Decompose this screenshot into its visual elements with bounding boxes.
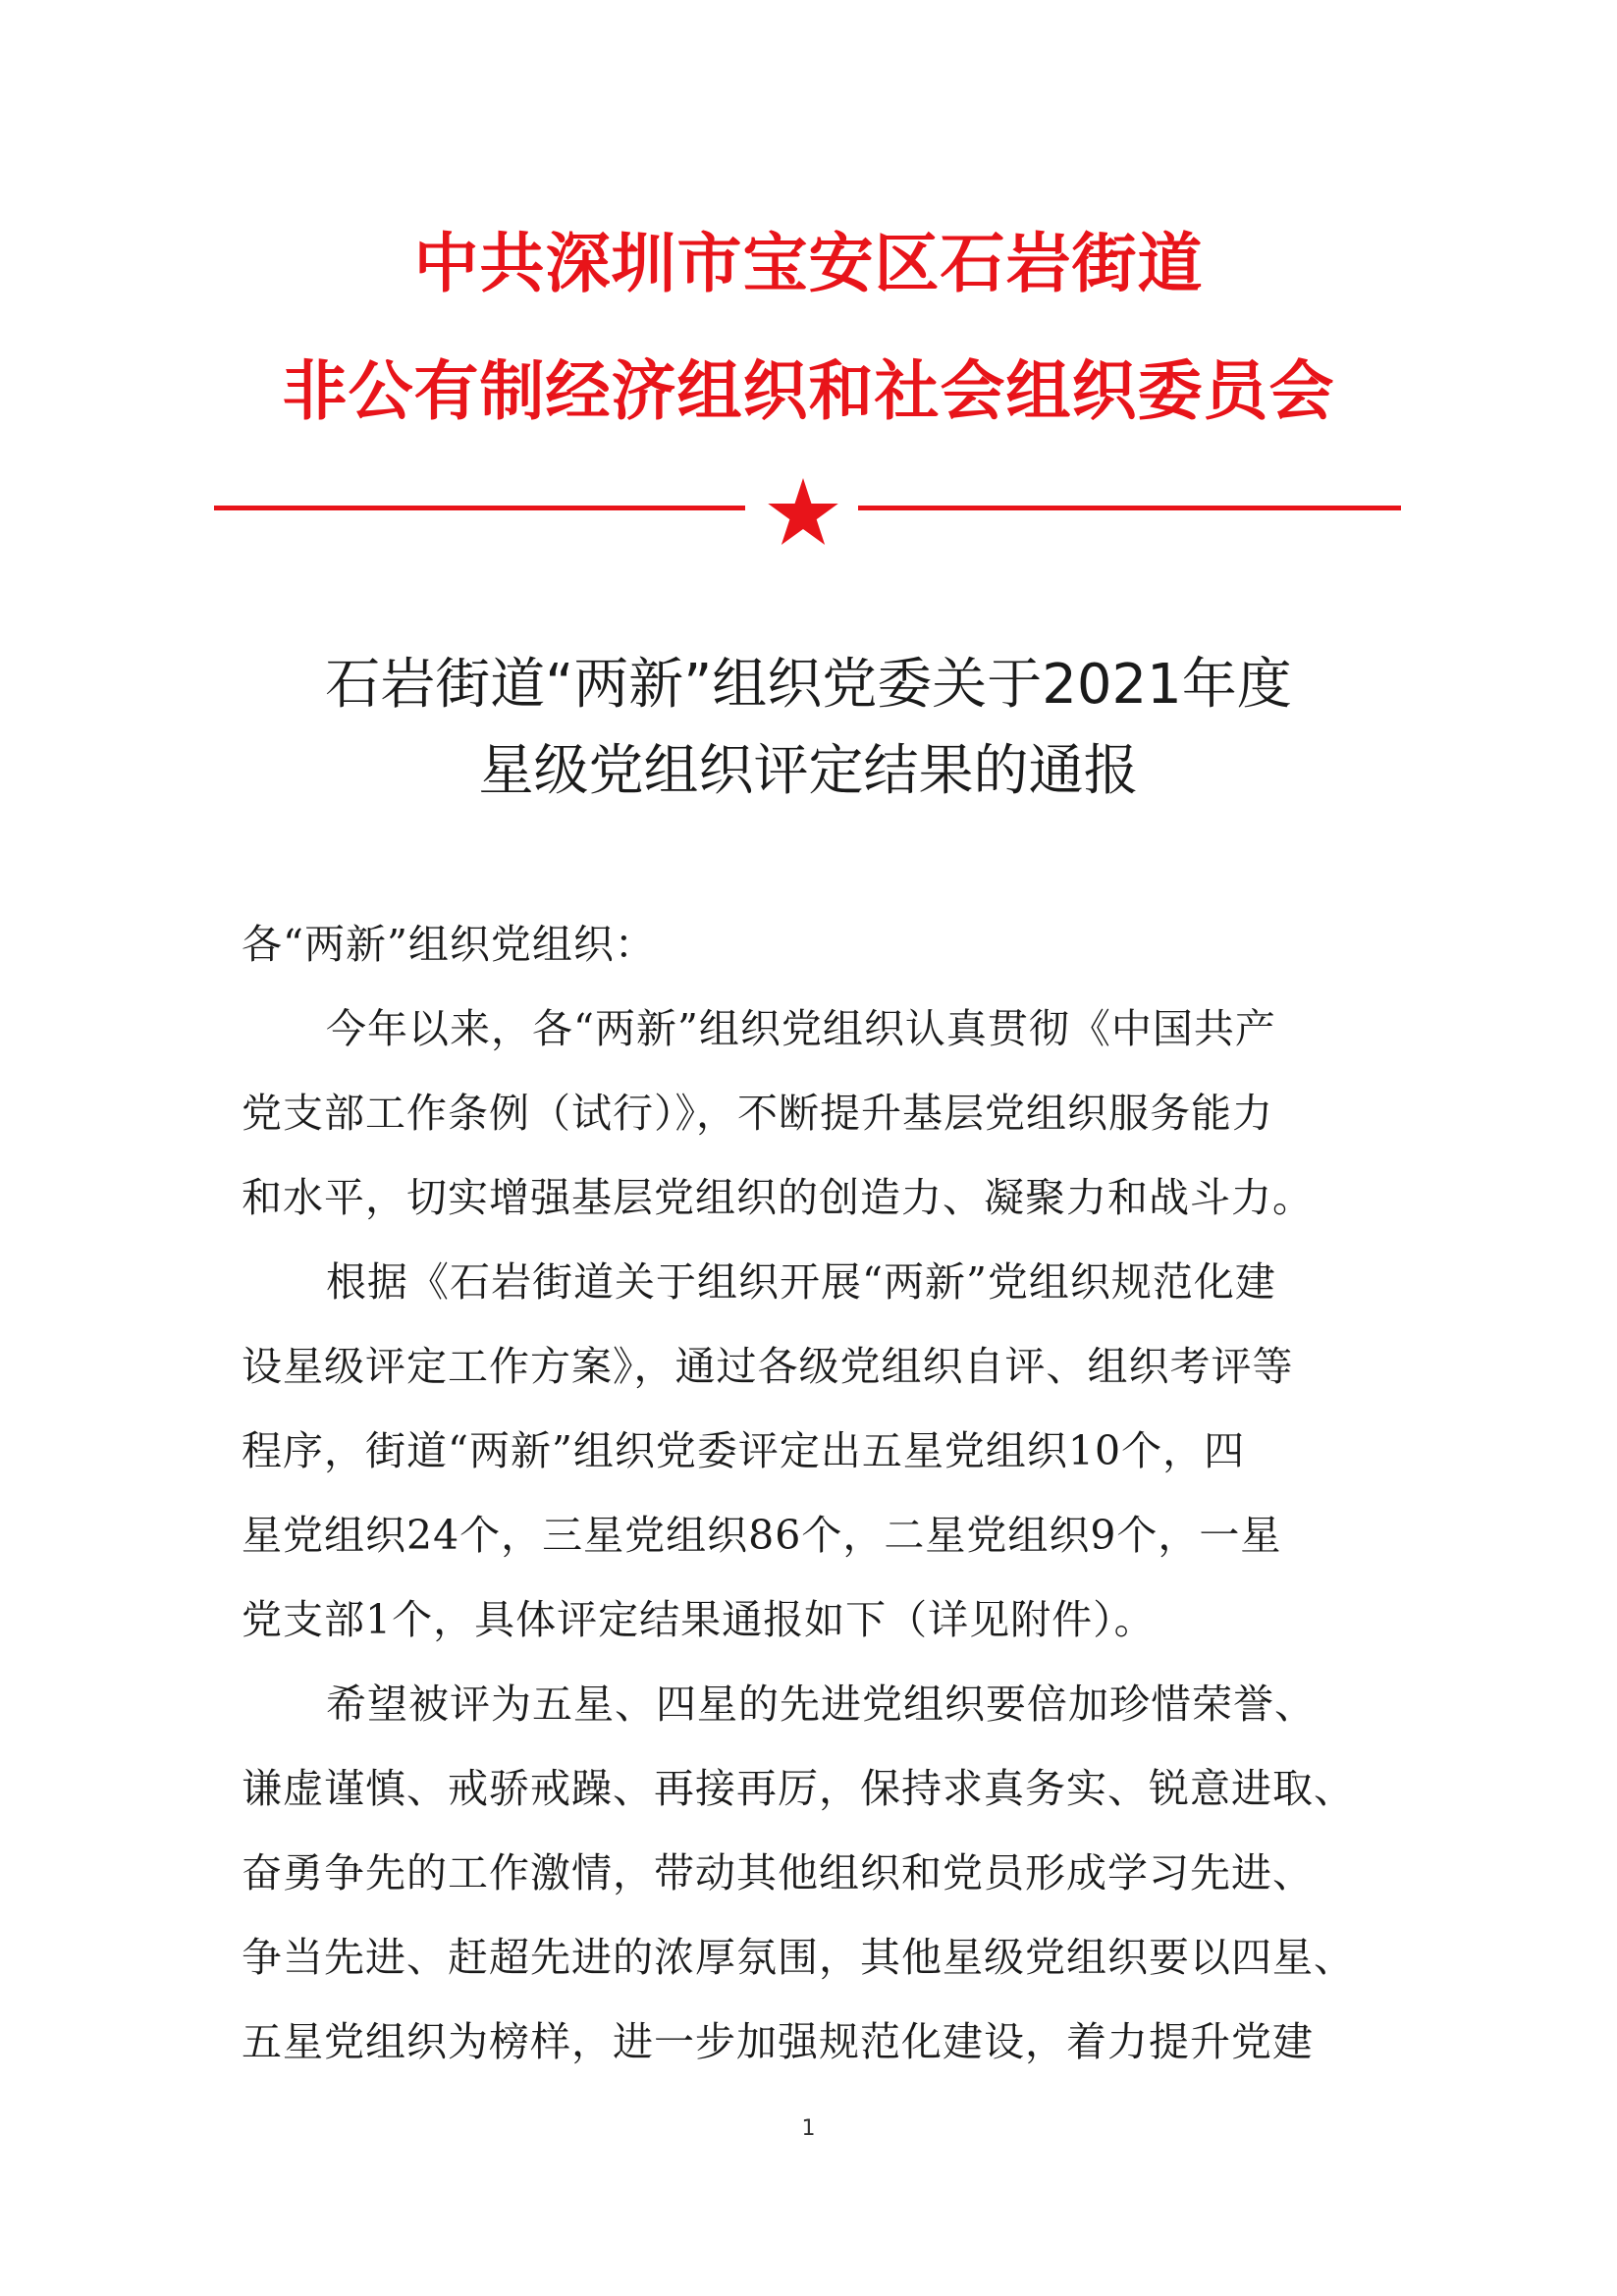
paragraph-line: 党支部工作条例（试行）》，不断提升基层党组织服务能力 [242,1090,1273,1137]
red-divider-right [858,506,1401,510]
paragraph-line: 希望被评为五星、四星的先进党组织要倍加珍惜荣誉、 [326,1681,1316,1728]
paragraph-line: 程序，街道“两新”组织党委评定出五星党组织10个，四 [242,1427,1246,1474]
paragraph-line: 奋勇争先的工作激情，带动其他组织和党员形成学习先进、 [242,1849,1314,1896]
paragraph-line: 设星级评定工作方案》，通过各级党组织自评、组织考评等 [242,1343,1294,1390]
title-line1: 石岩街道“两新”组织党委关于2021年度 [325,653,1292,717]
paragraph-line: 党支部1个，具体评定结果通报如下（详见附件）。 [242,1596,1156,1643]
paragraph-line: 今年以来，各“两新”组织党组织认真贯彻《中国共产 [326,1005,1276,1052]
title-line2: 星级党组织评定结果的通报 [478,739,1139,803]
paragraph-line: 争当先进、赶超先进的浓厚氛围，其他星级党组织要以四星、 [242,1934,1355,1981]
salutation: 各“两新”组织党组织： [242,921,656,968]
org-name-line1: 中共深圳市宝安区石岩街道 [413,226,1204,301]
star-icon [768,478,838,545]
red-divider-left [214,506,745,510]
paragraph-line: 五星党组织为榜样，进一步加强规范化建设，着力提升党建 [242,2018,1314,2065]
paragraph-line: 根据《石岩街道关于组织开展“两新”党组织规范化建 [326,1258,1276,1306]
paragraph-line: 星党组织24个，三星党组织86个，二星党组织9个，一星 [242,1512,1282,1559]
page-number: 1 [801,2116,816,2141]
paragraph-line: 谦虚谨慎、戒骄戒躁、再接再厉，保持求真务实、锐意进取、 [242,1765,1355,1812]
paragraph-line: 和水平，切实增强基层党组织的创造力、凝聚力和战斗力。 [242,1174,1314,1221]
org-name-line2: 非公有制经济组织和社会组织委员会 [282,353,1335,429]
